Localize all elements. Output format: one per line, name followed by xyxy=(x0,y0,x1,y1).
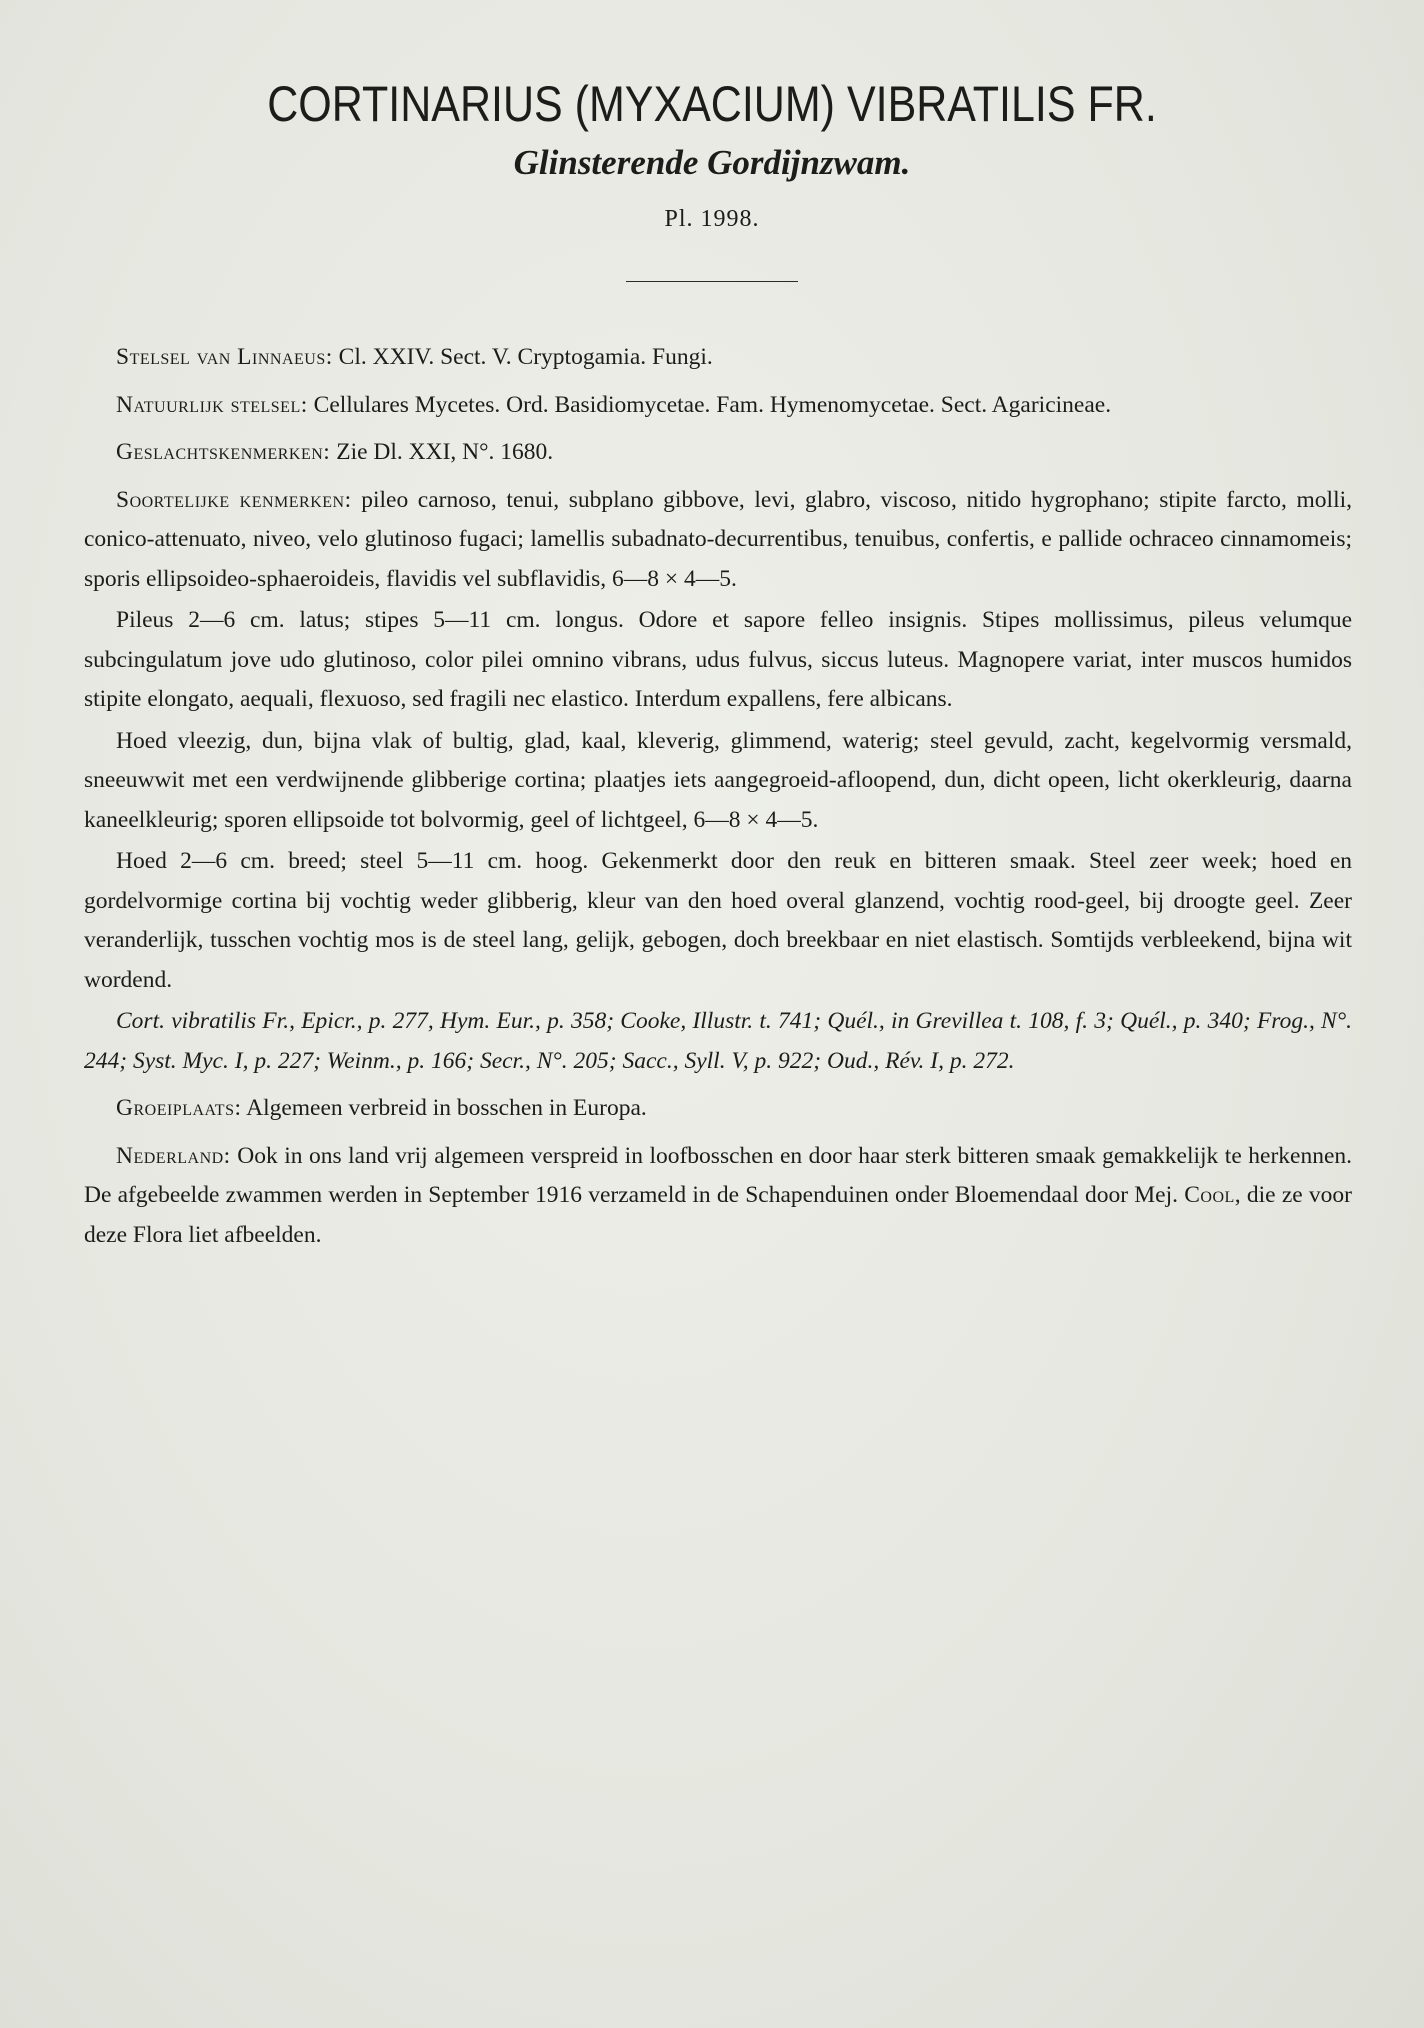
geslacht-paragraph xyxy=(84,433,1352,473)
linnaeus-label: Stelsel van Linnaeus: xyxy=(116,344,333,370)
soort-label: Soortelijke kenmerken: xyxy=(116,486,352,513)
dutch-name: Glinsterende Gordijnzwam. xyxy=(513,143,911,182)
soort-paragraph xyxy=(84,481,1352,600)
nederland-paragraph xyxy=(84,1137,1352,1256)
document-body xyxy=(84,338,1352,1263)
groeiplaats-text: Algemeen verbreid in bosschen in Europa. xyxy=(241,1095,647,1121)
header-rule xyxy=(626,281,798,282)
plate-number: Pl. 1998. xyxy=(664,206,760,232)
species-title: CORTINARIUS (MYXACIUM) VIBRATILIS FR. xyxy=(267,76,1157,132)
linnaeus-paragraph xyxy=(84,338,1352,378)
geslacht-text: Zie Dl. XXI, N°. 1680. xyxy=(330,439,554,465)
groeiplaats-label: Groeiplaats: xyxy=(116,1095,242,1121)
nederland-text-1: Ook in ons land vrij algemeen verspreid in loofbosschen en door haar sterk bitteren smaak gemakkelijk te herkennen. De afgebeelde zwammen werden in September 1916 verzameld in de Schapenduinen onder Bloemendaal door Mej. xyxy=(84,1142,1352,1208)
geslacht-label: Geslachtskenmerken: xyxy=(116,439,331,465)
dutch-description-1: Hoed vleezig, dun, bijna vlak of bultig, glad, kaal, kleverig, glimmend, waterig; steel gevuld, zacht, kegelvormig versmald, sneeuwwit met een verdwijnende glibberige cortina; plaatjes iets aangegroeid-afloopend, dun, dicht opeen, licht okerkleurig, daarna kaneelkleurig; sporen ellipsoide tot bolvormig, geel of lichtgeel, 6—8 × 4—5. xyxy=(84,727,1352,833)
linnaeus-text: Cl. XXIV. Sect. V. Cryptogamia. Fungi. xyxy=(332,344,713,370)
natuurlijk-text: Cellulares Mycetes. Ord. Basidiomycetae. Fam. Hymenomycetae. Sect. Agaricineae. xyxy=(307,391,1112,418)
natuurlijk-label: Natuurlijk stelsel: xyxy=(116,391,308,418)
groeiplaats-paragraph xyxy=(84,1089,1352,1129)
dutch-description-2: Hoed 2—6 cm. breed; steel 5—11 cm. hoog. Gekenmerkt door den reuk en bitteren smaak. Steel zeer week; hoed en gordelvormige cortina bij vochtig weder glibberig, kleur van den hoed overal glanzend, vochtig rood-geel, bij droogte geel. Zeer veranderlijk, tusschen vochtig mos is de steel lang, gelijk, gebogen, doch breekbaar en niet elastisch. Somtijds verbleekend, bijna wit wordend. xyxy=(84,848,1352,993)
natuurlijk-paragraph xyxy=(84,386,1352,426)
latin-description: Pileus 2—6 cm. latus; stipes 5—11 cm. longus. Odore et sapore felleo insignis. Stipes mollissimus, pileus velumque subcingulatum jove udo glutinoso, color pilei omnino vibrans, udus fulvus, siccus luteus. Magnopere variat, inter muscos humidos stipite elongato, aequali, flexuoso, sed fragili nec elastico. Interdum expallens, fere albicans. xyxy=(84,607,1352,712)
nederland-label: Nederland: xyxy=(116,1142,231,1169)
nederland-text-2: , die ze voor deze Flora liet afbeelden. xyxy=(84,1182,1352,1248)
header xyxy=(0,72,1424,282)
soort-text: pileo carnoso, tenui, subplano gibbove, levi, glabro, viscoso, nitido hygrophano; stipite farcto, molli, conico-attenuato, niveo, velo glutinoso fugaci; lamellis subadnato-decurrentibus, tenuibus, confertis, e pallide ochraceo cinnamomeis; sporis ellipsoideo-sphaeroideis, flavidis vel subflavidis, 6—8 × 4—5. xyxy=(84,486,1352,592)
references: Cort. vibratilis Fr., Epicr., p. 277, Hym. Eur., p. 358; Cooke, Illustr. t. 741; Quél., in Grevillea t. 108, f. 3; Quél., p. 340; Frog., N°. 244; Syst. Myc. I, p. 227; Weinm., p. 166; Secr., N°. 205; Sacc., Syll. V, p. 922; Oud., Rév. I, p. 272. xyxy=(84,1008,1352,1074)
collector-name: Cool xyxy=(1184,1182,1235,1208)
